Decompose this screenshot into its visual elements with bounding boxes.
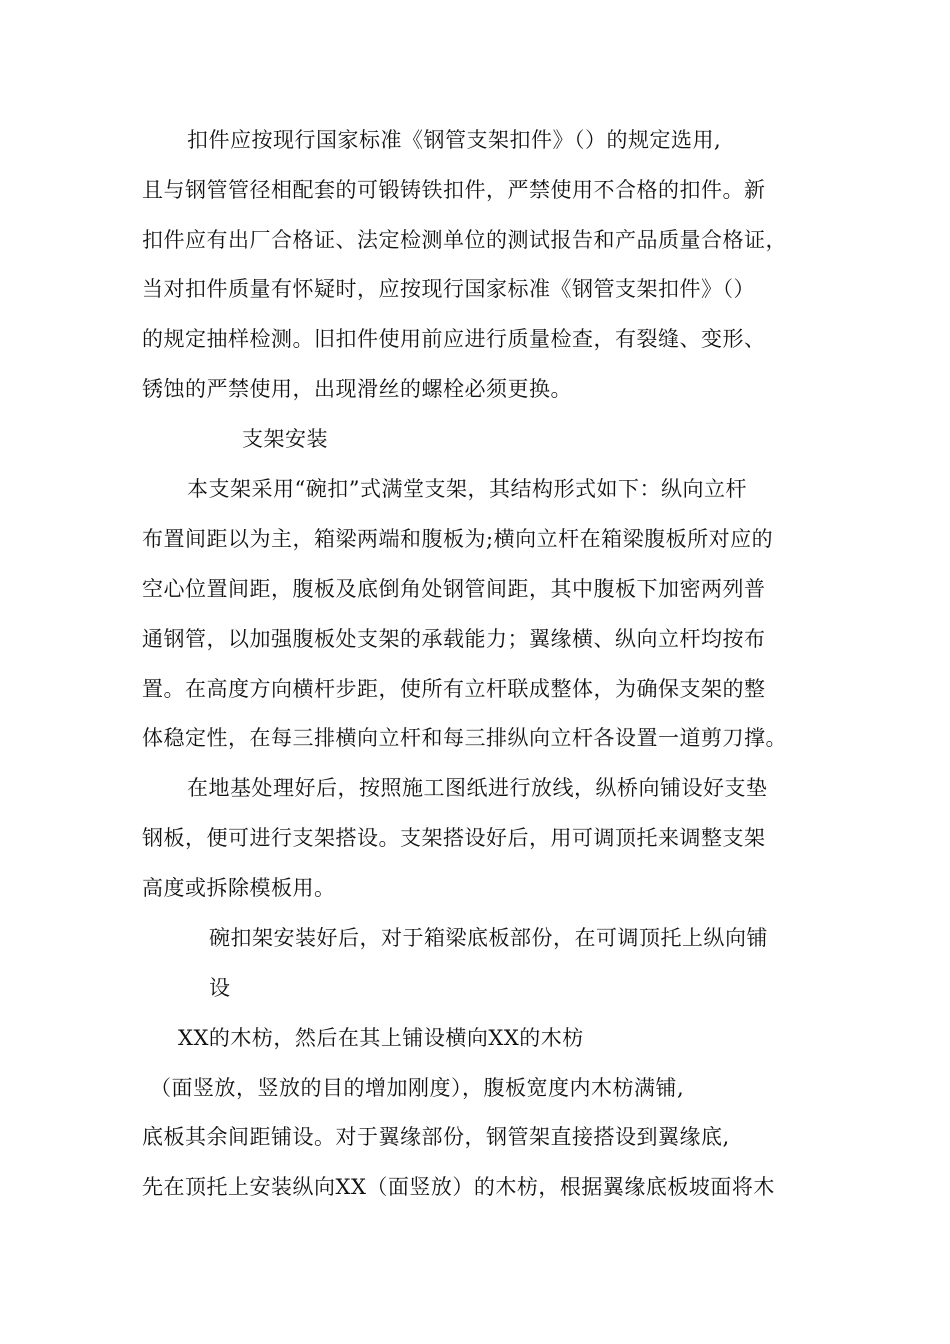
text-line: 锈蚀的严禁使用，出现滑丝的螺栓必须更换。 (142, 377, 572, 401)
text-line: 高度或拆除模板用。 (142, 876, 336, 900)
text-line: 当对扣件质量有怀疑时，应按现行国家标准《钢管支架扣件》（） (142, 277, 755, 301)
section-heading: 支架安装 (242, 427, 328, 451)
text-line: 底板其余间距铺设。对于翼缘部份，钢管架直接搭设到翼缘底, (142, 1125, 730, 1149)
text-line: 在地基处理好后，按照施工图纸进行放线，纵桥向铺设好支垫 (187, 776, 768, 800)
text-line: 的规定抽样检测。旧扣件使用前应进行质量检查，有裂缝、变形、 (142, 327, 766, 351)
text-line: XX的木枋，然后在其上铺设横向XX的木枋 (178, 1026, 584, 1050)
text-line: 通钢管，以加强腹板处支架的承载能力；翼缘横、纵向立杆均按布 (142, 627, 766, 651)
text-line: 布置间距以为主，箱梁两端和腹板为;横向立杆在箱梁腹板所对应的 (142, 527, 774, 551)
text-line: 体稳定性，在每三排横向立杆和每三排纵向立杆各设置一道剪刀撑。 (142, 726, 787, 750)
text-line: 本支架采用“碗扣”式满堂支架，其结构形式如下：纵向立杆 (187, 477, 747, 501)
text-line: 先在顶托上安装纵向XX（面竖放）的木枋，根据翼缘底板坡面将木 (142, 1175, 775, 1199)
text-line: 空心位置间距，腹板及底倒角处钢管间距，其中腹板下加密两列普 (142, 577, 766, 601)
text-line: 碗扣架安装好后，对于箱梁底板部份，在可调顶托上纵向铺 (209, 926, 768, 950)
text-line: 置。在高度方向横杆步距，使所有立杆联成整体，为确保支架的整 (142, 677, 766, 701)
text-line: 扣件应按现行国家标准《钢管支架扣件》（）的规定选用, (187, 128, 722, 152)
text-line: （面竖放，竖放的目的增加刚度），腹板宽度内木枋满铺, (150, 1076, 685, 1100)
text-line: 且与钢管管径相配套的可锻铸铁扣件，严禁使用不合格的扣件。新 (142, 178, 766, 202)
text-line: 钢板，便可进行支架搭设。支架搭设好后，用可调顶托来调整支架 (142, 826, 766, 850)
text-line: 扣件应有出厂合格证、法定检测单位的测试报告和产品质量合格证， (142, 228, 787, 252)
text-line: 设 (209, 976, 231, 1000)
